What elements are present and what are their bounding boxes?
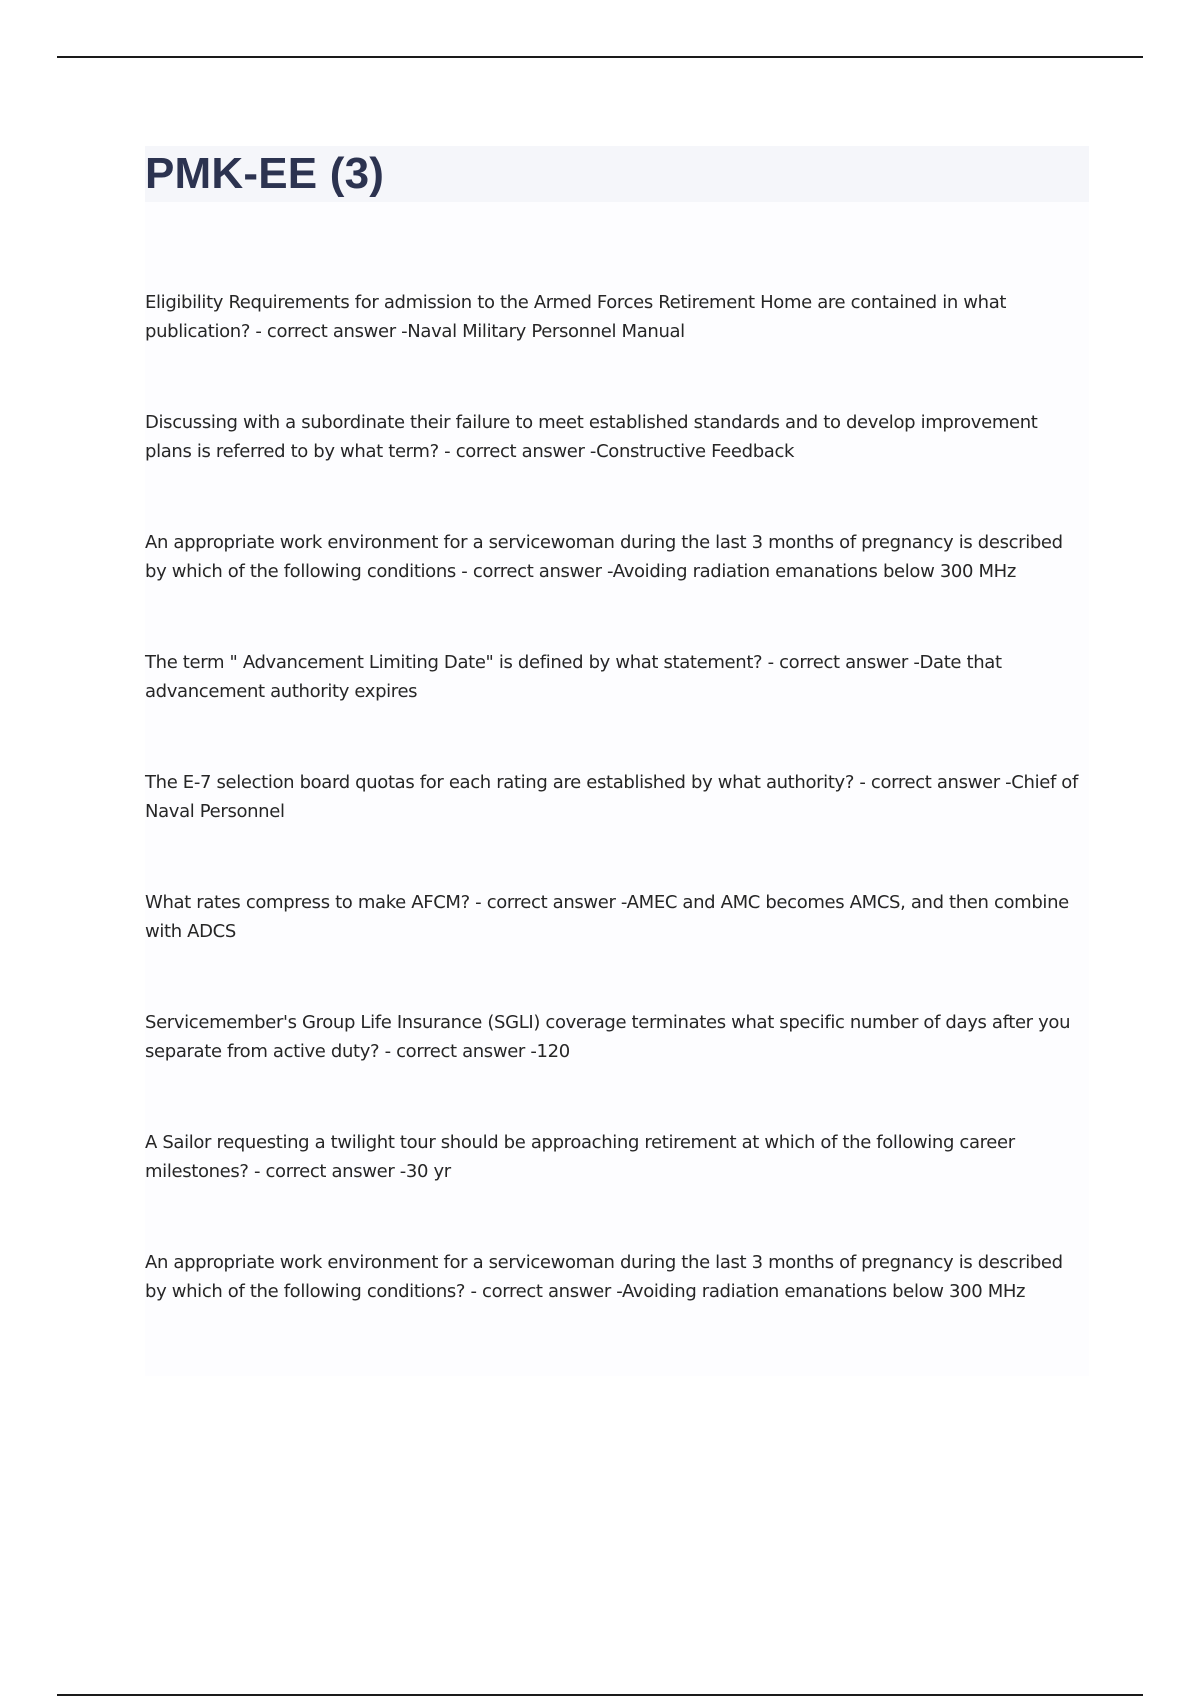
- qa-item: Eligibility Requirements for admission to the Armed Forces Retirement Home are contained in what publication? - correct answer -Naval Military Personnel Manual: [145, 292, 1007, 342]
- qa-item: What rates compress to make AFCM? - correct answer -AMEC and AMC becomes AMCS, and then combine with ADCS: [145, 892, 1069, 942]
- bottom-divider: [57, 1694, 1143, 1696]
- qa-item: A Sailor requesting a twilight tour should be approaching retirement at which of the following career milestones? - correct answer -30 yr: [145, 1132, 1015, 1182]
- qa-item: An appropriate work environment for a servicewoman during the last 3 months of pregnancy is described by which of the following conditions? - correct answer -Avoiding radiation emanations below 300 MHz: [145, 1252, 1063, 1302]
- qa-item: Discussing with a subordinate their failure to meet established standards and to develop improvement plans is referred to by what term? - correct answer -Constructive Feedback: [145, 412, 1038, 462]
- qa-item: An appropriate work environment for a servicewoman during the last 3 months of pregnancy is described by which of the following conditions - correct answer -Avoiding radiation emanations below 300 MHz: [145, 532, 1063, 582]
- qa-item: The term " Advancement Limiting Date" is defined by what statement? - correct answer -Date that advancement authority expires: [145, 652, 1002, 702]
- page-title: PMK-EE (3): [145, 149, 385, 198]
- top-divider: [57, 56, 1143, 58]
- page-content: [145, 146, 1089, 1376]
- qa-item: Servicemember's Group Life Insurance (SGLI) coverage terminates what specific number of days after you separate from active duty? - correct answer -120: [145, 1012, 1071, 1062]
- qa-item: The E-7 selection board quotas for each rating are established by what authority? - correct answer -Chief of Naval Personnel: [145, 772, 1078, 822]
- title-band: [145, 146, 1089, 202]
- qa-list: [145, 288, 1089, 1368]
